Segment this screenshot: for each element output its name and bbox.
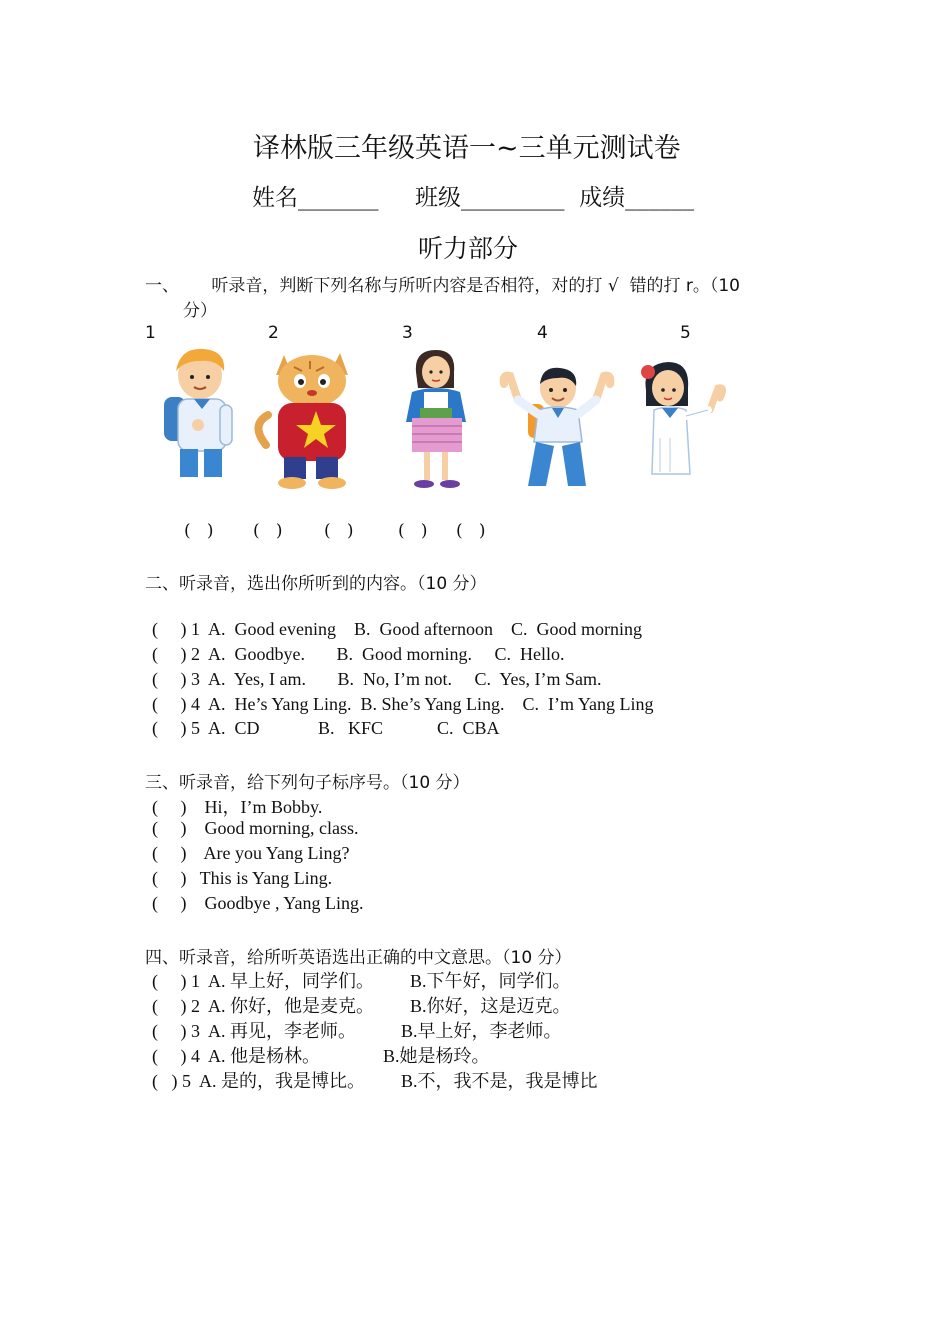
section2-item-3: ( ) 3 A. Yes, I am. B. No, I’m not. C. Yes, I’m Sam. [152,669,602,689]
picture-number-1: 1 [145,323,156,343]
listening-title: 听力部分 [418,234,519,263]
section1-heading-cont: 分） [183,301,217,321]
woman-teacher-figure [396,348,476,490]
section4-item-1: ( ) 1 A. 早上好，同学们。 B.下午好，同学们。 [152,971,571,991]
section2-heading: 二、听录音，选出你所听到的内容。（10 分） [145,574,487,594]
picture-number-2: 2 [268,323,279,343]
answer-blank-1[interactable]: ( ) [184,521,214,541]
waving-boy-figure [498,366,616,488]
picture-number-3: 3 [402,323,413,343]
section1-heading: 一、 听录音，判断下列名称与所听内容是否相符，对的打 √ 错的打 r。（10 [145,276,740,296]
section4-item-2: ( ) 2 A. 你好，他是麦克。 B.你好，这是迈克。 [152,996,571,1016]
answer-blank-5[interactable]: ( ) [456,521,486,541]
section3-item-2: ( ) Good morning, class. [152,818,359,838]
section3-item-4: ( ) This is Yang Ling. [152,868,333,888]
section4-heading: 四、听录音，给所听英语选出正确的中文意思。（10 分） [145,948,572,968]
section2-item-2: ( ) 2 A. Goodbye. B. Good morning. C. Hello. [152,644,565,664]
cat-in-red-sweater-figure [254,345,362,490]
boy-with-backpack-figure [160,345,242,485]
section4-item-3: ( ) 3 A. 再见，李老师。 B.早上好，李老师。 [152,1021,562,1041]
section2-item-4: ( ) 4 A. He’s Yang Ling. B. She’s Yang Ling. C. I’m Yang Ling [152,694,654,714]
answer-blank-3[interactable]: ( ) [324,521,354,541]
student-info-line: 姓名_______ 班级_________ 成绩______ [252,185,695,211]
waving-girl-figure [634,358,730,476]
section2-item-1: ( ) 1 A. Good evening B. Good afternoon C. Good morning [152,619,642,639]
page-title: 译林版三年级英语一~三单元测试卷 [253,133,681,164]
section3-item-3: ( ) Are you Yang Ling? [152,843,350,863]
section3-item-1: ( ) Hi，I’m Bobby. [152,797,323,817]
answer-blank-4[interactable]: ( ) [398,521,428,541]
picture-number-4: 4 [537,323,548,343]
section4-item-4: ( ) 4 A. 他是杨林。 B.她是杨玲。 [152,1046,490,1066]
answer-blank-2[interactable]: ( ) [253,521,283,541]
picture-number-5: 5 [680,323,691,343]
section4-item-5: ( ) 5 A. 是的，我是博比。 B.不，我不是，我是博比 [152,1071,598,1091]
section3-item-5: ( ) Goodbye , Yang Ling. [152,893,364,913]
section3-heading: 三、听录音，给下列句子标序号。（10 分） [145,773,470,793]
section2-item-5: ( ) 5 A. CD B. KFC C. CBA [152,718,500,738]
